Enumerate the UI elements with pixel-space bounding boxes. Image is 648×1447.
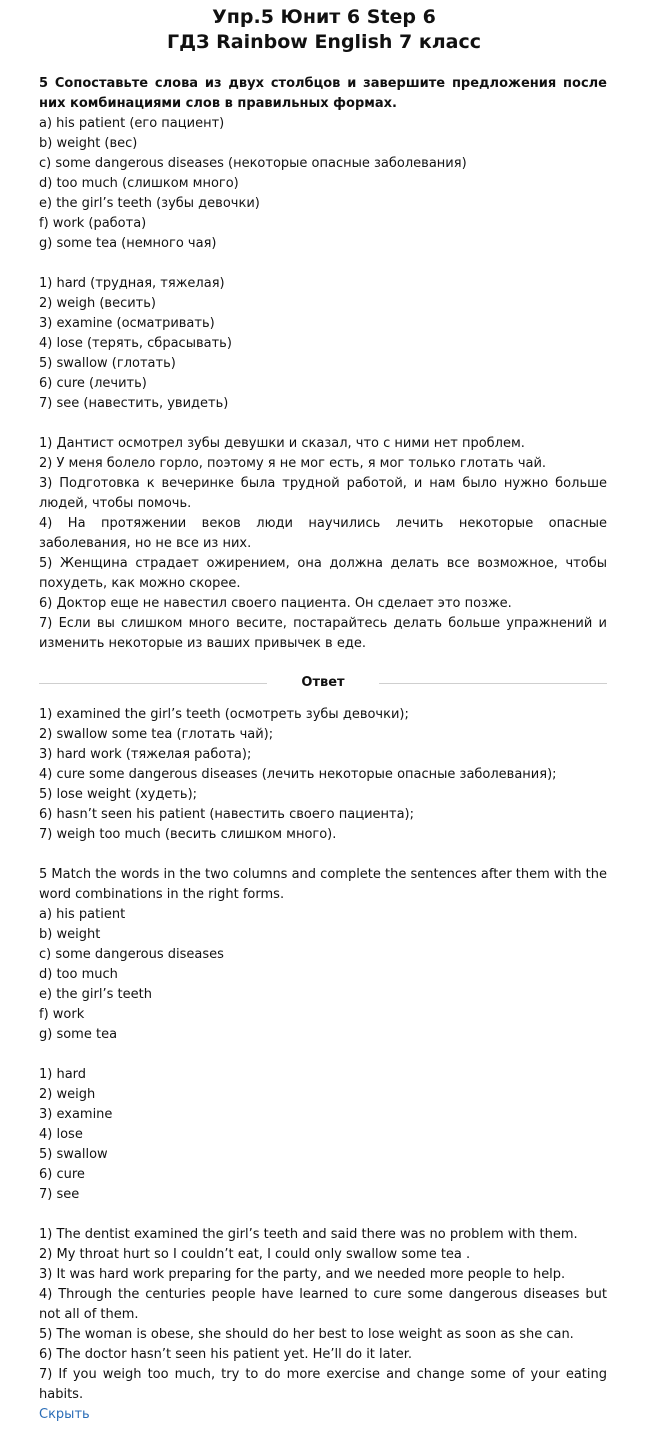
page-subtitle: ГДЗ Rainbow English 7 класс — [166, 31, 482, 53]
task-instruction-en: 5 Match the words in the two columns and complete the sentences after them with the word combinations in the right forms. — [39, 867, 607, 902]
sentence: 1) Дантист осмотрел зубы девушки и сказал, что с ними нет проблем. — [39, 436, 525, 451]
word-item: g) some tea — [39, 1027, 118, 1042]
sentence: 1) The dentist examined the girl’s teeth and said there was no problem with them. — [39, 1227, 578, 1242]
word-item: 4) lose — [39, 1127, 83, 1142]
answer-divider — [39, 673, 607, 693]
answer-item: 6) hasn’t seen his patient (навестить своего пациента); — [39, 807, 415, 822]
word-item: g) some tea (немного чая) — [39, 236, 217, 251]
word-item: e) the girl’s teeth (зубы девочки) — [39, 196, 260, 211]
word-item: 4) lose (терять, сбрасывать) — [39, 336, 232, 351]
word-item: 2) weigh — [39, 1087, 96, 1102]
word-item: 1) hard — [39, 1067, 87, 1082]
sentence: 6) Доктор еще не навестил своего пациента. Он сделает это позже. — [39, 596, 512, 611]
word-item: e) the girl’s teeth — [39, 987, 152, 1002]
answer-item: 3) hard work (тяжелая работа); — [39, 747, 252, 762]
word-item: 5) swallow (глотать) — [39, 356, 176, 371]
sentence: 7) Если вы слишком много весите, постарайтесь делать больше упражнений и изменить некоторые из ваших привычек в еде. — [39, 616, 607, 651]
answer-item: 1) examined the girl’s teeth (осмотреть зубы девочки); — [39, 707, 409, 722]
answer-item: 7) weigh too much (весить слишком много). — [39, 827, 337, 842]
exercise-content — [39, 74, 607, 1425]
word-item: a) his patient — [39, 907, 126, 922]
word-item: d) too much (слишком много) — [39, 176, 239, 191]
word-item: 3) examine — [39, 1107, 113, 1122]
divider-line-right — [379, 683, 607, 684]
hide-link[interactable]: Скрыть — [39, 1407, 90, 1422]
word-item: a) his patient (его пациент) — [39, 116, 225, 131]
sentence: 2) У меня болело горло, поэтому я не мог есть, я мог только глотать чай. — [39, 456, 547, 471]
sentence: 6) The doctor hasn’t seen his patient yet. He’ll do it later. — [39, 1347, 412, 1362]
sentence: 3) Подготовка к вечеринке была трудной работой, и нам было нужно больше людей, чтобы помочь. — [39, 476, 607, 511]
word-item: d) too much — [39, 967, 118, 982]
sentence: 4) Through the centuries people have learned to cure some dangerous diseases but not all of them. — [39, 1287, 607, 1322]
sentence: 3) It was hard work preparing for the party, and we needed more people to help. — [39, 1267, 566, 1282]
word-item: 2) weigh (весить) — [39, 296, 156, 311]
word-item: b) weight (вес) — [39, 136, 138, 151]
answer-heading: Ответ — [301, 675, 345, 690]
word-item: b) weight — [39, 927, 101, 942]
word-item: 3) examine (осматривать) — [39, 316, 215, 331]
sentence: 4) На протяжении веков люди научились лечить некоторые опасные заболевания, но не все из них. — [39, 516, 607, 551]
word-item: f) work — [39, 1007, 85, 1022]
answer-item: 4) cure some dangerous diseases (лечить некоторые опасные заболевания); — [39, 767, 557, 782]
word-item: 1) hard (трудная, тяжелая) — [39, 276, 225, 291]
page-title: Упр.5 Юнит 6 Step 6 — [212, 6, 436, 28]
sentence: 2) My throat hurt so I couldn’t eat, I could only swallow some tea . — [39, 1247, 471, 1262]
sentence: 5) Женщина страдает ожирением, она должна делать все возможное, чтобы похудеть, как можно скорее. — [39, 556, 607, 591]
word-item: 7) see — [39, 1187, 80, 1202]
answer-item: 5) lose weight (худеть); — [39, 787, 198, 802]
task-instruction-ru: 5 Сопоставьте слова из двух столбцов и завершите предложения после них комбинациями слов в правильных формах. — [39, 76, 607, 111]
word-item: f) work (работа) — [39, 216, 147, 231]
sentence: 7) If you weigh too much, try to do more exercise and change some of your eating habits. — [39, 1367, 607, 1402]
sentence: 5) The woman is obese, she should do her best to lose weight as soon as she can. — [39, 1327, 574, 1342]
word-item: 7) see (навестить, увидеть) — [39, 396, 229, 411]
word-item: 6) cure — [39, 1167, 85, 1182]
word-item: 5) swallow — [39, 1147, 108, 1162]
word-item: c) some dangerous diseases — [39, 947, 224, 962]
word-item: 6) cure (лечить) — [39, 376, 147, 391]
answer-item: 2) swallow some tea (глотать чай); — [39, 727, 274, 742]
word-item: c) some dangerous diseases (некоторые опасные заболевания) — [39, 156, 467, 171]
